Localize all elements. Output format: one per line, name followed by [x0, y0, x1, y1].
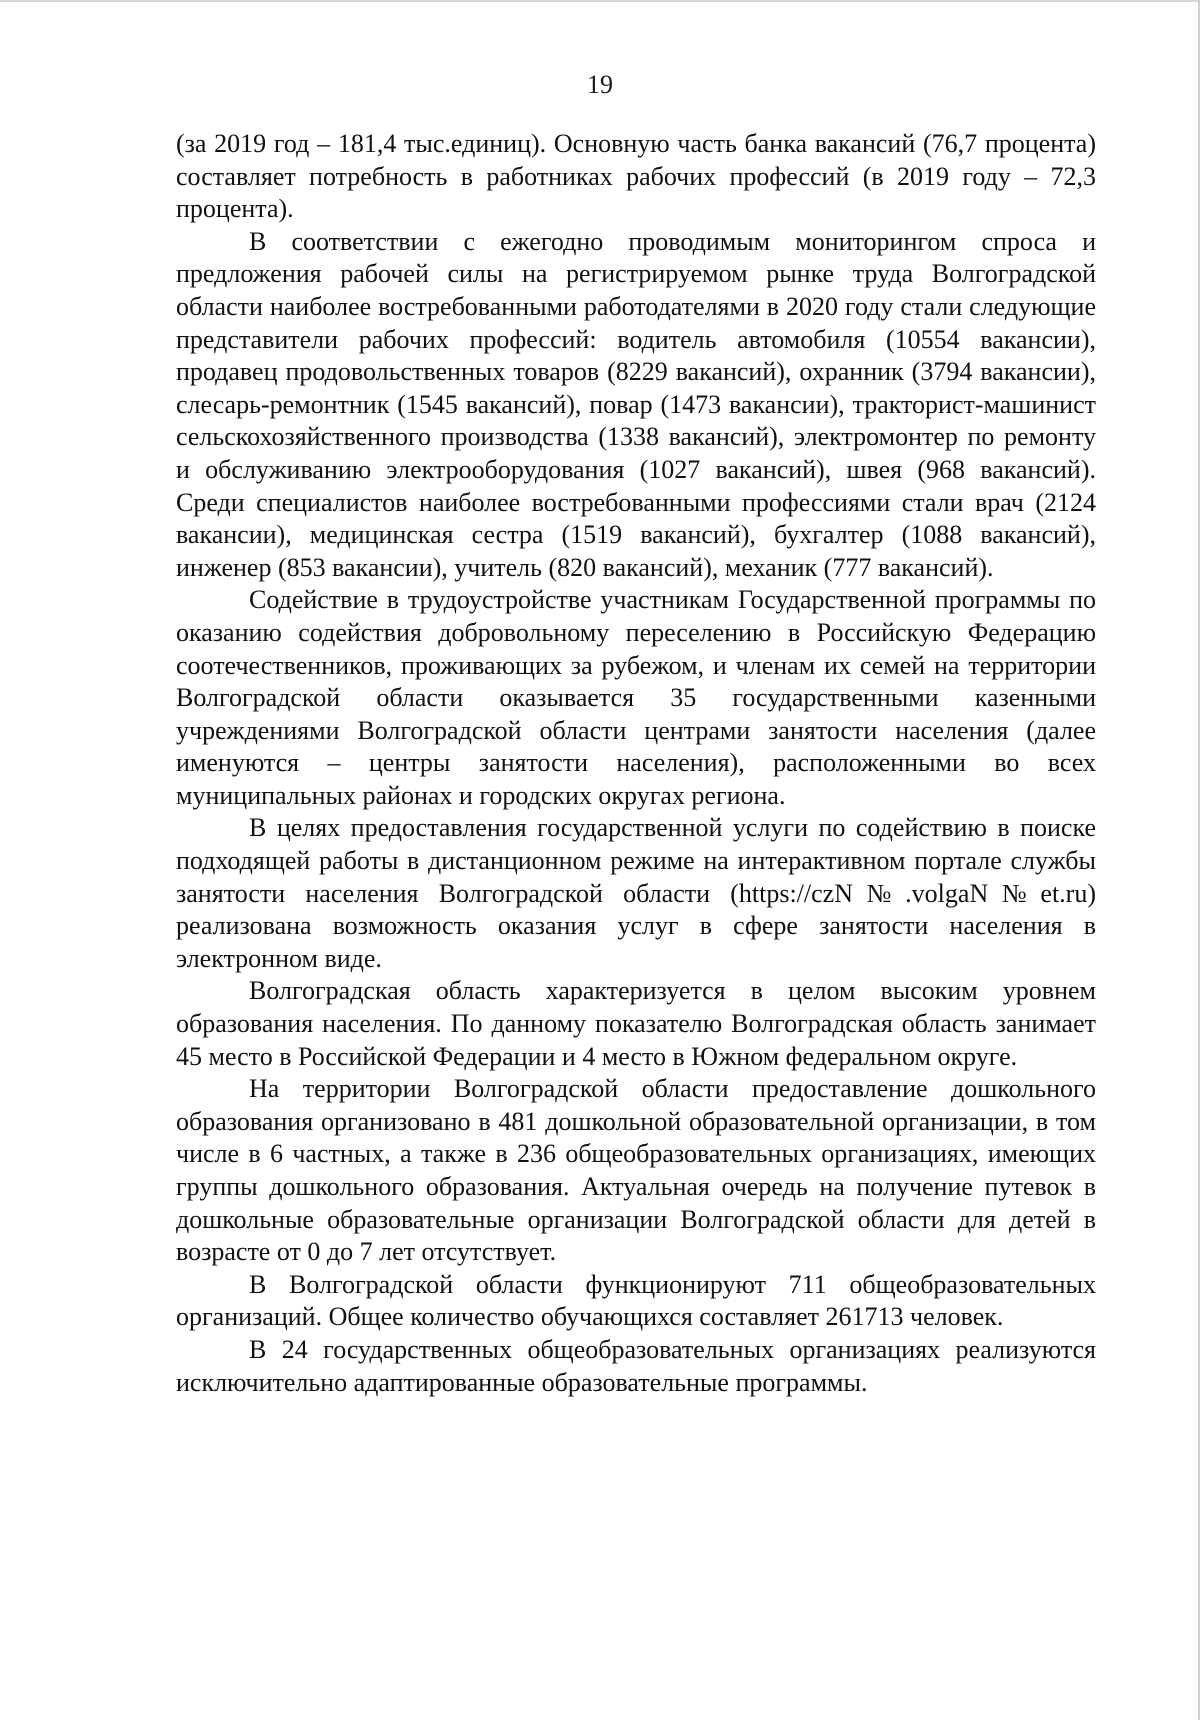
- scan-edge-top: [0, 0, 1200, 2]
- paragraph-online-services: В целях предоставления государственной услуги по содействию в поиске подходящей работы в дистанционном режиме на интерактивном портале службы занятости населения Волгоградской области (https://czN№.volgaN№et.ru) реализована возможность оказания услуг в сфере занятости населения в электронном виде.: [176, 813, 1096, 973]
- paragraph-resettlement-program: Содействие в трудоустройстве участникам Государственной программы по оказанию содействия добровольному переселению в Российскую Федерацию соотечественников, проживающих за рубежом, и членам их семей на территории Волгоградской области оказывается 35 государственными казенными учреждениями Волгоградской области центрами занятости населения (далее именуются – центры занятости населения), расположенными во всех муниципальных районах и городских округах региона.: [176, 585, 1096, 810]
- paragraph-general-education: В Волгоградской области функционируют 711 общеобразовательных организаций. Общее количество обучающихся составляет 261713 человек.: [176, 1269, 1096, 1332]
- paragraph-adapted-programs: В 24 государственных общеобразовательных организациях реализуются исключительно адаптированные образовательные программы.: [176, 1334, 1096, 1397]
- paragraph-vacancy-bank: (за 2019 год – 181,4 тыс.единиц). Основную часть банка вакансий (76,7 процента) составляет потребность в работниках рабочих профессий (в 2019 году – 72,3 процента).: [176, 129, 1096, 224]
- paragraph-education-level: Волгоградская область характеризуется в целом высоким уровнем образования населения. По данному показателю Волгоградская область занимает 45 место в Российской Федерации и 4 место в Южном федеральном округе.: [176, 976, 1096, 1071]
- document-body: [176, 128, 1096, 1399]
- paragraph-preschool-education: На территории Волгоградской области предоставление дошкольного образования организовано в 481 дошкольной образовательной организации, в том числе в 6 частных, а также в 236 общеобразовательных организациях, имеющих группы дошкольного образования. Актуальная очередь на получение путевок в дошкольные образовательные организации Волгоградской области для детей в возрасте от 0 до 7 лет отсутствует.: [176, 1074, 1096, 1267]
- page-number: 19: [587, 70, 613, 99]
- paragraph-demanded-professions: В соответствии с ежегодно проводимым мониторингом спроса и предложения рабочей силы на регистрируемом рынке труда Волгоградской области наиболее востребованными работодателями в 2020 году стали следующие представители рабочих профессий: водитель автомобиля (10554 вакансии), продавец продовольственных товаров (8229 вакансий), охранник (3794 вакансии), слесарь-ремонтник (1545 вакансий), повар (1473 вакансии), тракторист-машинист сельскохозяйственного производства (1338 вакансий), электромонтер по ремонту и обслуживанию электрооборудования (1027 вакансий), швея (968 вакансий). Среди специалистов наиболее востребованными профессиями стали врач (2124 вакансии), медицинская сестра (1519 вакансий), бухгалтер (1088 вакансий), инженер (853 вакансии), учитель (820 вакансий), механик (777 вакансий).: [176, 226, 1096, 582]
